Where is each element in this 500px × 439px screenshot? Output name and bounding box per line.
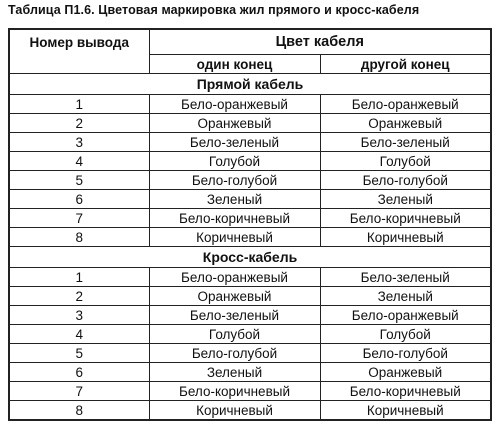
table-row (9, 344, 491, 363)
header-end-other: другой конец (320, 55, 491, 74)
pin-number-cell: 7 (9, 382, 149, 401)
end-one-color-cell: Бело-зеленый (149, 306, 320, 325)
end-other-color-cell: Коричневый (320, 401, 491, 421)
end-other-color-cell: Оранжевый (320, 363, 491, 382)
end-one-color-cell: Оранжевый (149, 114, 320, 133)
pin-number-cell: 4 (9, 325, 149, 344)
pin-number-cell: 2 (9, 114, 149, 133)
pin-number-cell: 1 (9, 268, 149, 287)
table-row (9, 401, 491, 421)
end-other-color-cell: Зеленый (320, 190, 491, 209)
table-row (9, 228, 491, 247)
end-other-color-cell: Коричневый (320, 228, 491, 247)
pin-number-cell: 5 (9, 344, 149, 363)
end-one-color-cell: Бело-оранжевый (149, 268, 320, 287)
section-title: Кросс-кабель (9, 247, 491, 268)
table-row (9, 325, 491, 344)
section-row (9, 247, 491, 268)
end-one-color-cell: Бело-голубой (149, 344, 320, 363)
end-one-color-cell: Бело-зеленый (149, 133, 320, 152)
header-cable-color: Цвет кабеля (149, 29, 491, 55)
pin-number-cell: 8 (9, 228, 149, 247)
table-row (9, 171, 491, 190)
end-other-color-cell: Бело-коричневый (320, 382, 491, 401)
end-one-color-cell: Коричневый (149, 401, 320, 421)
end-other-color-cell: Бело-зеленый (320, 133, 491, 152)
end-one-color-cell: Голубой (149, 325, 320, 344)
table-row (9, 287, 491, 306)
end-other-color-cell: Бело-голубой (320, 171, 491, 190)
table-row (9, 95, 491, 114)
end-other-color-cell: Бело-зеленый (320, 268, 491, 287)
end-one-color-cell: Коричневый (149, 228, 320, 247)
table-row (9, 209, 491, 228)
table-row (9, 114, 491, 133)
table-row (9, 190, 491, 209)
table-row (9, 268, 491, 287)
end-other-color-cell: Бело-оранжевый (320, 95, 491, 114)
end-other-color-cell: Голубой (320, 325, 491, 344)
end-one-color-cell: Голубой (149, 152, 320, 171)
table-row (9, 363, 491, 382)
end-one-color-cell: Зеленый (149, 190, 320, 209)
end-one-color-cell: Оранжевый (149, 287, 320, 306)
pin-number-cell: 5 (9, 171, 149, 190)
pin-number-cell: 3 (9, 306, 149, 325)
end-other-color-cell: Зеленый (320, 287, 491, 306)
table-row (9, 382, 491, 401)
section-row (9, 74, 491, 95)
table-row (9, 306, 491, 325)
header-pin-number: Номер вывода (9, 29, 149, 74)
pin-number-cell: 3 (9, 133, 149, 152)
end-other-color-cell: Бело-оранжевый (320, 306, 491, 325)
pin-number-cell: 6 (9, 363, 149, 382)
table-caption: Таблица П1.6. Цветовая маркировка жил прямого и кросс-кабеля (8, 3, 420, 17)
end-one-color-cell: Зеленый (149, 363, 320, 382)
table-body (9, 74, 491, 421)
end-one-color-cell: Бело-голубой (149, 171, 320, 190)
end-other-color-cell: Оранжевый (320, 114, 491, 133)
section-title: Прямой кабель (9, 74, 491, 95)
pin-number-cell: 1 (9, 95, 149, 114)
pin-number-cell: 2 (9, 287, 149, 306)
pin-number-cell: 7 (9, 209, 149, 228)
end-other-color-cell: Бело-коричневый (320, 209, 491, 228)
header-end-one: один конец (149, 55, 320, 74)
end-other-color-cell: Голубой (320, 152, 491, 171)
end-one-color-cell: Бело-оранжевый (149, 95, 320, 114)
table-row (9, 133, 491, 152)
end-one-color-cell: Бело-коричневый (149, 382, 320, 401)
end-one-color-cell: Бело-коричневый (149, 209, 320, 228)
pin-number-cell: 6 (9, 190, 149, 209)
pin-number-cell: 8 (9, 401, 149, 421)
end-other-color-cell: Бело-голубой (320, 344, 491, 363)
pin-number-cell: 4 (9, 152, 149, 171)
cable-color-table (8, 28, 492, 421)
table-row (9, 152, 491, 171)
